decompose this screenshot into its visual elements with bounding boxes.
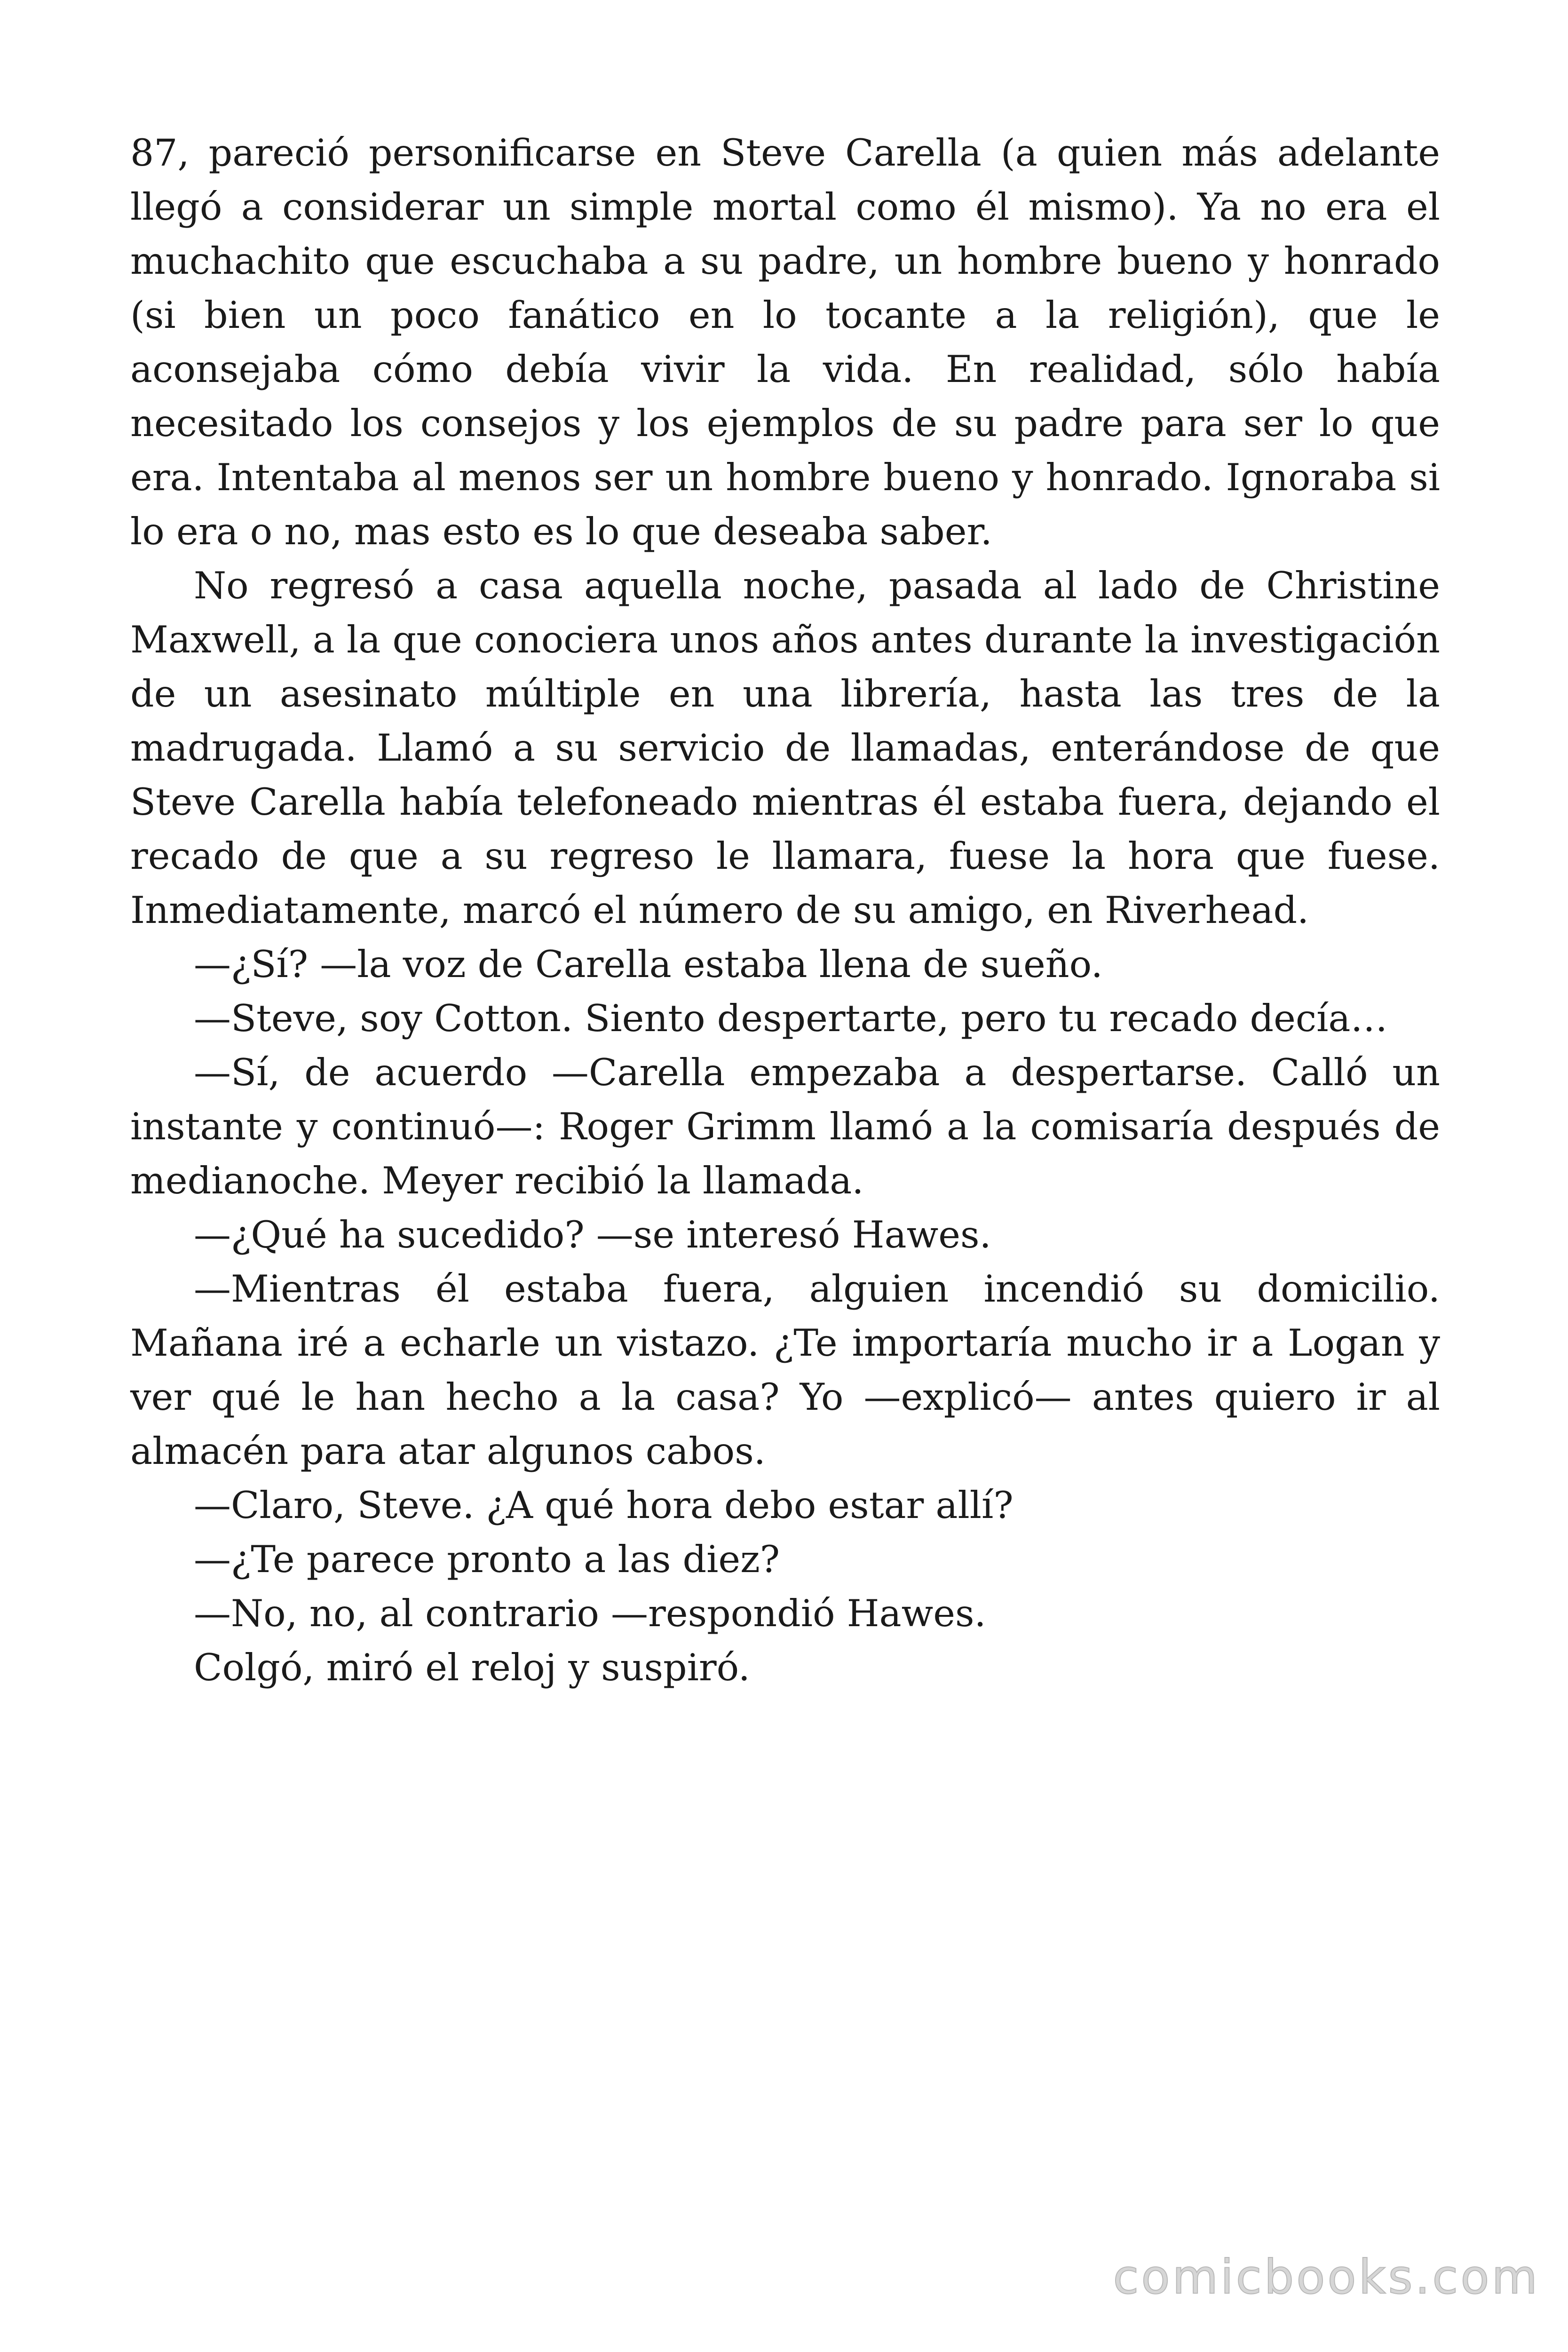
dialogue-line: —Sí, de acuerdo —Carella empezaba a despertarse. Calló un instante y continuó—: Roger Grimm llamó a la comisaría después de medianoche. Meyer recibió la llamada. <box>130 1051 1440 1202</box>
dialogue-line: —¿Qué ha sucedido? —se interesó Hawes. <box>194 1213 991 1256</box>
paragraph: 87, pareció personificarse en Steve Carella (a quien más adelante llegó a considerar un simple mortal como él mismo). Ya no era el muchachito que escuchaba a su padre, un hombre bueno y honrado (si bien un poco fanático en lo tocante a la religión), que le aconsejaba cómo debía vivir la vida. En realidad, sólo había necesitado los consejos y los ejemplos de su padre para ser lo que era. Intentaba al menos ser un hombre bueno y honrado. Ignoraba si lo era o no, mas esto es lo que deseaba saber. <box>130 131 1440 553</box>
dialogue-line: —¿Sí? —la voz de Carella estaba llena de sueño. <box>194 943 1103 986</box>
paragraph: No regresó a casa aquella noche, pasada al lado de Christine Maxwell, a la que conociera unos años antes durante la investigación de un asesinato múltiple en una librería, hasta las tres de la madrugada. Llamó a su servicio de llamadas, enterándose de que Steve Carella había telefoneado mientras él estaba fuera, dejando el recado de que a su regreso le llamara, fuese la hora que fuese. Inmediatamente, marcó el número de su amigo, en Riverhead. <box>130 564 1440 932</box>
dialogue-line: —Mientras él estaba fuera, alguien incendió su domicilio. Mañana iré a echarle un vistazo. ¿Te importaría mucho ir a Logan y ver qué le han hecho a la casa? Yo —explicó— antes quiero ir al almacén para atar algunos cabos. <box>130 1267 1440 1473</box>
dialogue-line: —¿Te parece pronto a las diez? <box>194 1538 780 1581</box>
paragraph: Colgó, miró el reloj y suspiró. <box>194 1646 750 1689</box>
watermark: comicbooks.com <box>1113 2249 1540 2304</box>
dialogue-line: —No, no, al contrario —respondió Hawes. <box>194 1592 986 1635</box>
dialogue-line: —Steve, soy Cotton. Siento despertarte, pero tu recado decía… <box>194 997 1388 1040</box>
body-text <box>130 126 1440 1695</box>
dialogue-line: —Claro, Steve. ¿A qué hora debo estar allí? <box>194 1484 1014 1527</box>
